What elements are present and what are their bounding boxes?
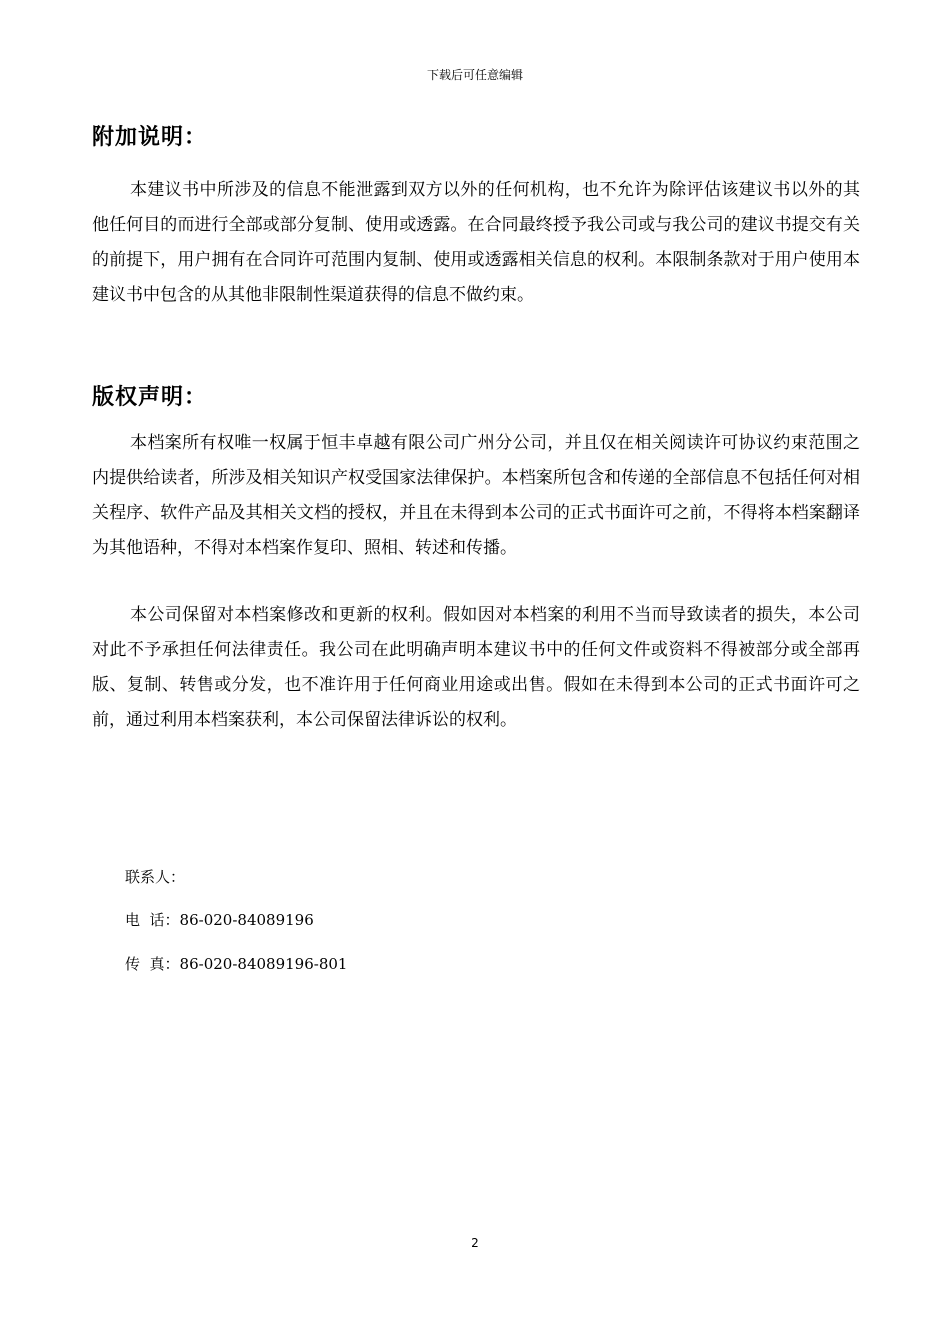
contact-fax	[125, 953, 347, 974]
phone-number: 86-020-84089196	[179, 911, 314, 929]
page-number: 2	[471, 1236, 479, 1250]
contact-person-label: 联系人：	[125, 868, 186, 886]
paragraph-copyright-1: 本档案所有权唯一权属于恒丰卓越有限公司广州分公司，并且仅在相关阅读许可协议约束范围之内提供给读者，所涉及相关知识产权受国家法律保护。本档案所包含和传递的全部信息不包括任何对相关程序、软件产品及其相关文档的授权，并且在未得到本公司的正式书面许可之前，不得将本档案翻译为其他语种，不得对本档案作复印、照相、转述和传播。	[92, 433, 860, 558]
fax-number: 86-020-84089196-801	[179, 955, 348, 973]
paragraph-copyright-2: 本公司保留对本档案修改和更新的权利。假如因对本档案的利用不当而导致读者的损失，本公司对此不予承担任何法律责任。我公司在此明确声明本建议书中的任何文件或资料不得被部分或全部再版、复制、转售或分发，也不准许用于任何商业用途或出售。假如在未得到本公司的正式书面许可之前，通过利用本档案获利，本公司保留法律诉讼的权利。	[92, 605, 860, 730]
phone-label: 电 话：	[125, 911, 180, 929]
paragraph-additional-notes: 本建议书中所涉及的信息不能泄露到双方以外的任何机构，也不允许为除评估该建议书以外的其他任何目的而进行全部或部分复制、使用或透露。在合同最终授予我公司或与我公司的建议书提交有关的前提下，用户拥有在合同许可范围内复制、使用或透露相关信息的权利。本限制条款对于用户使用本建议书中包含的从其他非限制性渠道获得的信息不做约束。	[92, 180, 860, 305]
fax-label: 传 真：	[125, 955, 180, 973]
contact-phone	[125, 909, 314, 930]
header-note: 下载后可任意编辑	[426, 68, 523, 82]
section-title-copyright: 版权声明：	[92, 385, 208, 410]
section-title-additional-notes: 附加说明：	[92, 125, 208, 150]
